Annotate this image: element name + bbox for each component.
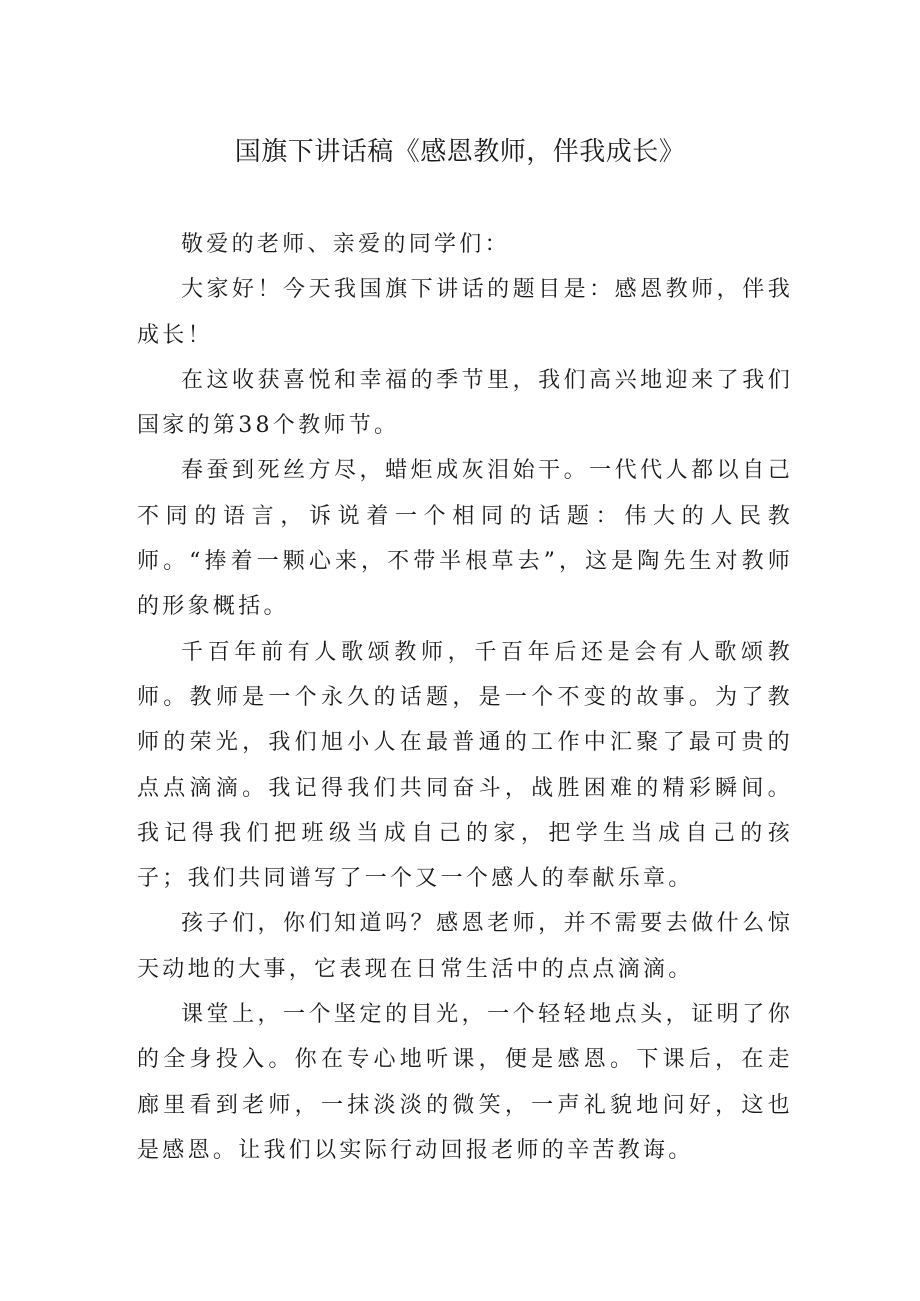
salutation-paragraph: 敬爱的老师、亲爱的同学们：: [181, 232, 510, 257]
body-paragraph: 孩子们，你们知道吗？感恩老师，并不需要去做什么惊天动地的大事，它表现在日常生活中的点点滴滴。: [137, 911, 793, 982]
document-title: 国旗下讲话稿《感恩教师，伴我成长》: [234, 137, 686, 167]
document-body: [137, 222, 793, 1173]
body-paragraph: 千百年前有人歌颂教师，千百年后还是会有人歌颂教师。教师是一个永久的话题，是一个不变的故事。为了教师的荣光，我们旭小人在最普通的工作中汇聚了最可贵的点点滴滴。我记得我们共同奋斗，战胜困难的精彩瞬间。我记得我们把班级当成自己的家，把学生当成自己的孩子；我们共同谱写了一个又一个感人的奉献乐章。: [137, 639, 793, 892]
greeting-paragraph: 大家好！今天我国旗下讲话的题目是：感恩教师，伴我成长！: [137, 277, 793, 348]
body-paragraph: 在这收获喜悦和幸福的季节里，我们高兴地迎来了我们国家的第38个教师节。: [137, 367, 793, 439]
body-paragraph: 课堂上，一个坚定的目光，一个轻轻地点头，证明了你的全身投入。你在专心地听课，便是感恩。下课后，在走廊里看到老师，一抹淡淡的微笑，一声礼貌地问好，这也是感恩。让我们以实际行动回报老师的辛苦教诲。: [137, 1002, 793, 1163]
body-paragraph: 春蚕到死丝方尽，蜡炬成灰泪始干。一代代人都以自己不同的语言，诉说着一个相同的话题：伟大的人民教师。“捧着一颗心来，不带半根草去”，这是陶先生对教师的形象概括。: [137, 458, 793, 620]
